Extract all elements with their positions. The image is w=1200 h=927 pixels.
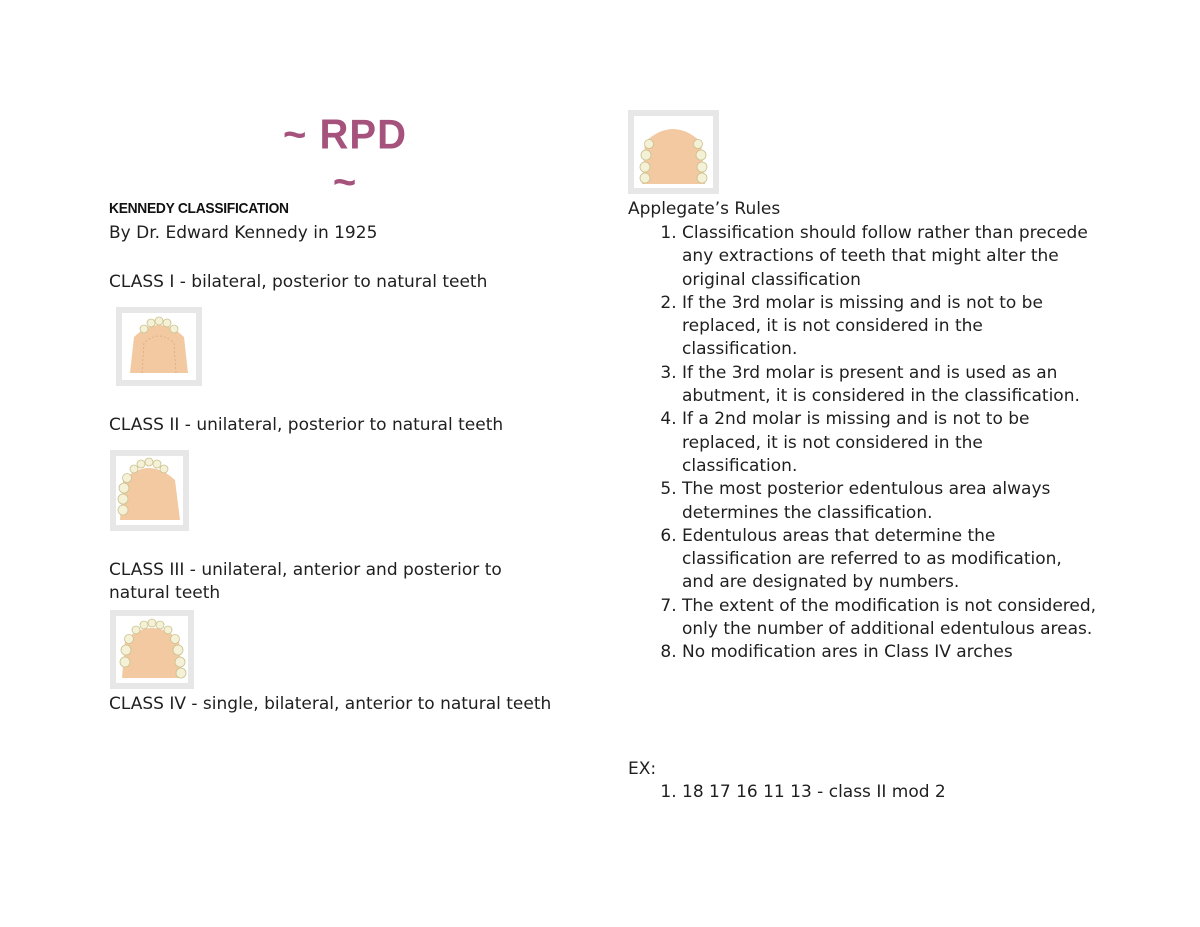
class-1-label: CLASS I - bilateral, posterior to natural teeth [109, 272, 488, 292]
rule-item: 7. The extent of the modification is not considered, only the number of additional edentulous areas. [682, 595, 1098, 642]
rule-item: 6. Edentulous areas that determine the classification are referred to as modification, and are designated by numbers. [682, 525, 1098, 595]
section-heading: KENNEDY CLASSIFICATION [109, 200, 289, 217]
example-item: 1. 18 17 16 11 13 - class II mod 2 [682, 781, 1098, 804]
class-2-arch-image [110, 450, 189, 531]
rules-list [628, 222, 1098, 665]
rule-item: 2. If the 3rd molar is missing and is not to be replaced, it is not considered in the classification. [682, 292, 1098, 362]
page-title: ~ RPD ~ [283, 111, 407, 206]
class-2-label: CLASS II - unilateral, posterior to natural teeth [109, 415, 504, 435]
rule-item: 4. If a 2nd molar is missing and is not to be replaced, it is not considered in the classification. [682, 408, 1098, 478]
class-3-label: CLASS III - unilateral, anterior and posterior to natural teeth [109, 560, 502, 603]
rules-title: Applegate’s Rules [628, 199, 781, 219]
class-4-label: CLASS IV - single, bilateral, anterior to natural teeth [109, 694, 552, 714]
rule-item: 1. Classification should follow rather than precede any extractions of teeth that might alter the original classification [682, 222, 1098, 292]
class-1-arch-image [116, 307, 202, 386]
class-4-arch-image [628, 110, 719, 194]
rule-item: 3. If the 3rd molar is present and is used as an abutment, it is considered in the classification. [682, 362, 1098, 409]
example-label: EX: [628, 759, 657, 779]
class-3-arch-image [110, 610, 194, 689]
byline: By Dr. Edward Kennedy in 1925 [109, 223, 378, 243]
example-list [628, 781, 1098, 804]
rule-item: 5. The most posterior edentulous area always determines the classification. [682, 478, 1098, 525]
rule-item: 8. No modification ares in Class IV arches [682, 641, 1098, 664]
